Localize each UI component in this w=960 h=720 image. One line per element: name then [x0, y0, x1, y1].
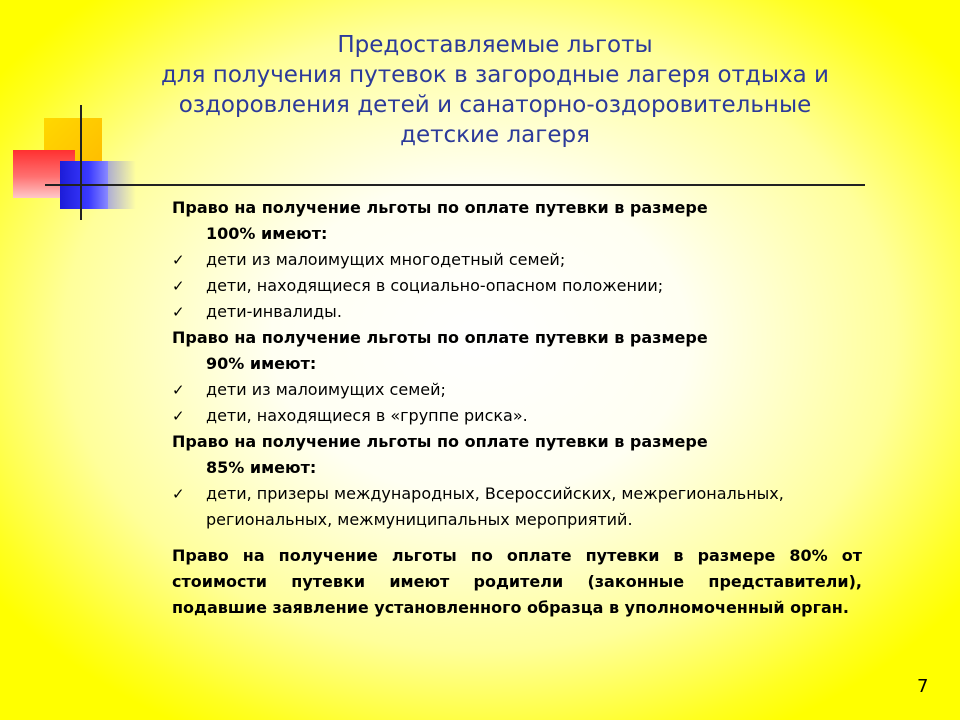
- list-item-text: дети, находящиеся в «группе риска».: [206, 406, 528, 425]
- check-icon: ✓: [172, 381, 185, 399]
- decor-vertical-line: [80, 105, 82, 220]
- section-heading-line2: 100% имеют:: [206, 224, 328, 243]
- page-number: 7: [917, 676, 929, 697]
- list-item-text: дети из малоимущих семей;: [206, 380, 446, 399]
- title-line-2: для получения путевок в загородные лагеря отдыха и: [161, 62, 829, 88]
- section-heading: [172, 429, 862, 481]
- section-heading-line2: 90% имеют:: [206, 354, 317, 373]
- list-item-text: дети, призеры международных, Всероссийских, межрегиональных, региональных, межмуниципальных мероприятий.: [206, 484, 784, 529]
- section-heading-line1: Право на получение льготы по оплате путевки в размере: [172, 328, 708, 347]
- section-heading-line1: Право на получение льготы по оплате путевки в размере: [172, 432, 708, 451]
- list-item: [172, 273, 862, 299]
- list-item-text: дети, находящиеся в социально-опасном положении;: [206, 276, 664, 295]
- section-heading: [172, 325, 862, 377]
- check-icon: ✓: [172, 485, 185, 503]
- benefit-section-85: [172, 429, 862, 533]
- title-line-4: детские лагеря: [400, 122, 590, 148]
- list-item-text: дети из малоимущих многодетный семей;: [206, 250, 566, 269]
- list-item: [172, 377, 862, 403]
- final-paragraph: Право на получение льготы по оплате путевки в размере 80% от стоимости путевки имеют родители (законные представители), подавшие заявление установленного образца в уполномоченный орган.: [172, 546, 862, 617]
- title-line-3: оздоровления детей и санаторно-оздоровительные: [178, 92, 812, 118]
- check-icon: ✓: [172, 303, 185, 321]
- list-item: [172, 481, 862, 533]
- title-line-1: Предоставляемые льготы: [337, 32, 653, 58]
- benefit-section-100: [172, 195, 862, 325]
- list-item: [172, 247, 862, 273]
- list-item-text: дети-инвалиды.: [206, 302, 342, 321]
- list-item: [172, 403, 862, 429]
- check-icon: ✓: [172, 277, 185, 295]
- benefit-section-90: [172, 325, 862, 429]
- section-heading-line1: Право на получение льготы по оплате путевки в размере: [172, 198, 708, 217]
- section-heading-line2: 85% имеют:: [206, 458, 317, 477]
- check-icon: ✓: [172, 407, 185, 425]
- list-item: [172, 299, 862, 325]
- decor-horizontal-line: [45, 184, 865, 186]
- check-icon: ✓: [172, 251, 185, 269]
- slide-content: [172, 195, 862, 621]
- slide-title: [150, 30, 840, 150]
- section-heading: [172, 195, 862, 247]
